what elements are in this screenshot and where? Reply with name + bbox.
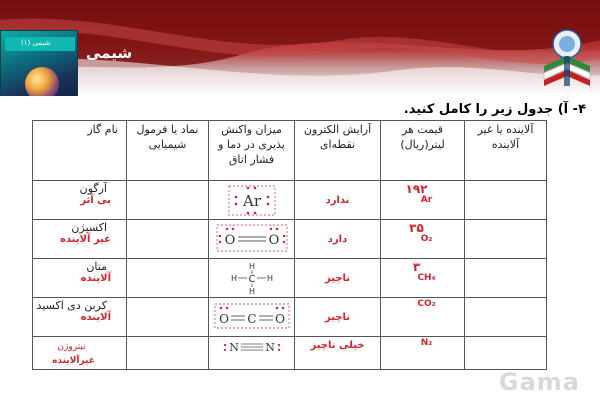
gas-name: آرگون [79, 182, 107, 195]
cell-pollutant[interactable] [465, 298, 547, 337]
header-pollutant: آلاینده یا غیر آلاینده [465, 121, 547, 181]
gas-name: اکسیژن [71, 221, 107, 234]
svg-text:H: H [230, 274, 237, 283]
svg-text:H: H [248, 262, 255, 271]
lewis-structure-oxygen [216, 222, 288, 256]
cell-formula[interactable] [127, 220, 209, 259]
cell-electron-dot[interactable] [295, 337, 381, 370]
gas-status-answer: بی آثر [80, 195, 111, 207]
reactivity-answer: ناچیز [324, 273, 351, 284]
lewis-structure-nitrogen [222, 339, 282, 355]
cell-price[interactable] [381, 337, 465, 370]
svg-text:O: O [218, 312, 229, 326]
reactivity-answer: خیلی ناچیز [310, 340, 365, 351]
gas-status-answer: غیر آلاینده [59, 234, 111, 246]
ministry-logo-icon [538, 26, 596, 94]
cell-price[interactable] [381, 298, 465, 337]
gas-name: متان [86, 260, 107, 273]
table-row [33, 298, 547, 337]
cell-electron-dot[interactable] [295, 220, 381, 259]
table-row [33, 337, 547, 370]
svg-text:C: C [248, 274, 255, 285]
lewis-structure-co2 [214, 300, 290, 334]
cell-formula[interactable] [127, 298, 209, 337]
cell-lewis-structure[interactable] [209, 337, 295, 370]
svg-text:O: O [274, 312, 285, 326]
cell-gas-name [33, 220, 127, 259]
header-banner [0, 0, 600, 96]
formula-answer: O₂ [420, 234, 433, 245]
svg-text:O: O [224, 233, 235, 248]
reactivity-answer: ناچیز [324, 312, 351, 323]
price-value: ۳ [412, 260, 421, 274]
table-row [33, 181, 547, 220]
formula-answer: CO₂ [417, 299, 436, 309]
formula-answer: N₂ [420, 338, 433, 348]
header-gas-name: نام گاز [33, 121, 127, 181]
cell-gas-name [33, 337, 127, 370]
header-formula: نماد یا فرمول شیمیایی [127, 121, 209, 181]
cell-pollutant[interactable] [465, 220, 547, 259]
book-cover-title: شیمی (۱) [21, 39, 51, 47]
cell-price[interactable] [381, 259, 465, 298]
svg-text:O: O [268, 233, 279, 248]
lewis-structure-methane [222, 261, 282, 295]
gas-status-answer: غیرآلاینده [52, 355, 95, 366]
cell-lewis-structure[interactable] [209, 220, 295, 259]
cell-pollutant[interactable] [465, 259, 547, 298]
cell-price[interactable] [381, 220, 465, 259]
cell-gas-name [33, 298, 127, 337]
gas-status-answer: آلاینده [80, 273, 111, 285]
cell-pollutant[interactable] [465, 337, 547, 370]
book-cover-planet [25, 67, 59, 96]
table-row [33, 220, 547, 259]
cell-formula[interactable] [127, 259, 209, 298]
header-price: قیمت هر لیتر(ریال) [381, 121, 465, 181]
table-header-row [33, 121, 547, 181]
svg-text:N: N [264, 341, 275, 354]
svg-text:H: H [248, 287, 255, 295]
svg-text:C: C [246, 312, 257, 326]
textbook-cover-image [0, 30, 78, 96]
header-electron-dot: آرایش الکترون نقطه‌ای [295, 121, 381, 181]
cell-gas-name [33, 259, 127, 298]
cell-formula[interactable] [127, 337, 209, 370]
cell-lewis-structure[interactable] [209, 298, 295, 337]
header-reactivity: میزان واکنش پذیری در دما و فشار اتاق [209, 121, 295, 181]
cell-electron-dot[interactable] [295, 259, 381, 298]
cell-electron-dot[interactable] [295, 298, 381, 337]
formula-answer: CH₄ [417, 273, 436, 284]
table-row [33, 259, 547, 298]
reactivity-answer: ندارد [325, 195, 350, 206]
lewis-structure-argon [217, 183, 287, 217]
svg-text:N: N [228, 341, 239, 354]
price-value: ۱۹۲ [405, 182, 428, 196]
cell-pollutant[interactable] [465, 181, 547, 220]
reactivity-answer: دارد [327, 234, 348, 245]
svg-text:H: H [266, 274, 273, 283]
page-title: شیمی [86, 44, 133, 62]
cell-lewis-structure[interactable] [209, 181, 295, 220]
cell-electron-dot[interactable] [295, 181, 381, 220]
gas-name: نیتروژن [57, 342, 86, 352]
gas-table [32, 120, 547, 370]
watermark-logo: Gama [498, 368, 580, 396]
cell-price[interactable] [381, 181, 465, 220]
cell-lewis-structure[interactable] [209, 259, 295, 298]
formula-answer: Ar [420, 195, 433, 206]
cell-formula[interactable] [127, 181, 209, 220]
gas-status-answer: آلاینده [80, 312, 111, 324]
question-heading: ۴- آ) جدول زیر را کامل کنید. [403, 102, 586, 117]
cell-gas-name [33, 181, 127, 220]
lewis-label: Ar [242, 192, 261, 210]
gas-name: کربن دی اکسید [36, 299, 107, 312]
price-value: ۳۵ [409, 221, 424, 235]
